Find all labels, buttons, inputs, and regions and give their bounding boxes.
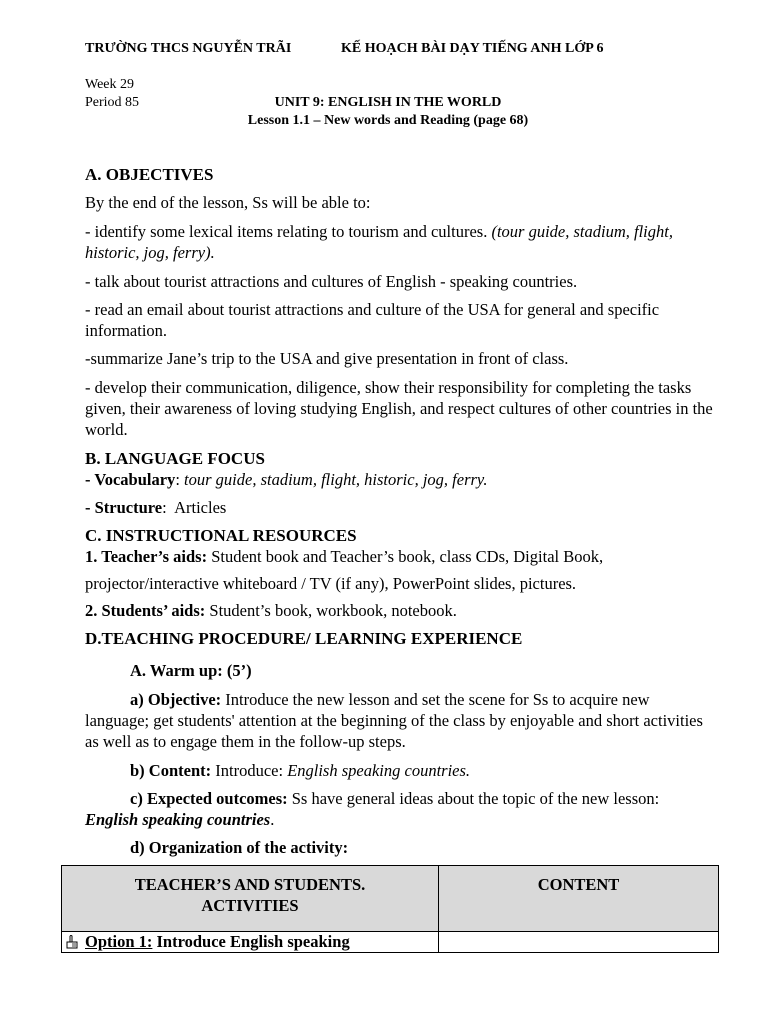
objective-item-1-text: - identify some lexical items relating to tourism and cultures. <box>85 222 492 241</box>
teacher-aids-line <box>85 546 715 567</box>
structure-label: - Structure <box>85 498 163 517</box>
students-aids-value: Student’s book, workbook, notebook. <box>209 601 457 620</box>
pointing-hand-icon <box>66 934 79 948</box>
period-label: Period 85 <box>85 95 140 110</box>
objective-item-4: -summarize Jane’s trip to the USA and give presentation in front of class. <box>85 349 569 368</box>
activities-table <box>61 865 719 953</box>
lesson-title: Lesson 1.1 – New words and Reading (page 68) <box>247 113 529 128</box>
warmup-heading: A. Warm up: (5’) <box>130 661 252 680</box>
school-name: TRƯỜNG THCS NGUYỄN TRÃI <box>85 41 292 56</box>
outcomes-label: c) Expected outcomes: <box>130 789 288 808</box>
col-header-content: CONTENT <box>439 866 719 932</box>
objective-item-3: - read an email about tourist attractions and culture of the USA for general and specific information. <box>85 300 660 340</box>
language-focus-heading: B. LANGUAGE FOCUS <box>85 449 265 468</box>
teacher-aids-line-2: projector/interactive whiteboard / TV (if any), PowerPoint slides, pictures. <box>85 574 577 593</box>
outcomes-paragraph <box>85 788 715 830</box>
objective-paragraph <box>85 689 715 752</box>
resources-heading: C. INSTRUCTIONAL RESOURCES <box>85 526 357 545</box>
table-header-row <box>62 866 719 932</box>
vocabulary-value: tour guide, stadium, flight, historic, jog, ferry. <box>184 470 488 489</box>
students-aids-label: 2. Students’ aids: <box>85 601 206 620</box>
outcomes-value: Ss have general ideas about the topic of the new lesson: <box>291 789 660 808</box>
objective-value: Introduce the new lesson and set the scene for Ss to acquire new language; get students' attention at the beginning of the class by enjoyable and short activities as well as to engage them in the follow-up steps. <box>85 690 703 751</box>
vocabulary-line: - Vocabulary: tour guide, stadium, flight, historic, jog, ferry. <box>85 470 488 489</box>
objective-item-1-vocab: (tour guide, stadium, flight, historic, jog, ferry). <box>85 222 673 262</box>
option-label: Option 1: <box>85 932 153 951</box>
structure-line: - Structure: Articles <box>85 498 227 517</box>
objective-item-1 <box>85 221 715 263</box>
objective-item-5: - develop their communication, diligence, show their responsibility for completing the tasks given, their awareness of loving studying English, and respect cultures of other countries in the world. <box>85 378 713 439</box>
objectives-heading: A. OBJECTIVES <box>85 165 214 184</box>
week-label: Week 29 <box>85 77 135 92</box>
plan-title: KẾ HOẠCH BÀI DẠY TIẾNG ANH LỚP 6 <box>341 41 604 56</box>
content-italic: English speaking countries. <box>287 761 471 780</box>
procedure-heading: D.TEACHING PROCEDURE/ LEARNING EXPERIENCE <box>85 629 523 648</box>
col-header-activities: TEACHER’S AND STUDENTS. ACTIVITIES <box>62 866 439 932</box>
option-cell <box>62 932 439 953</box>
content-paragraph <box>85 760 715 781</box>
objectives-intro: By the end of the lesson, Ss will be able to: <box>85 193 371 212</box>
outcomes-end: . <box>270 810 275 829</box>
teacher-aids-value: Student book and Teacher’s book, class CDs, Digital Book, <box>211 547 604 566</box>
students-aids-line <box>85 600 715 621</box>
objective-label: a) Objective: <box>130 690 222 709</box>
table-row <box>62 932 719 953</box>
vocabulary-label: - Vocabulary <box>85 470 176 489</box>
outcomes-italic: English speaking countries <box>85 810 271 829</box>
organization-heading: d) Organization of the activity: <box>130 838 349 857</box>
content-value: Introduce: <box>215 761 288 780</box>
content-cell <box>439 932 719 953</box>
unit-title: UNIT 9: ENGLISH IN THE WORLD <box>274 95 502 110</box>
teacher-aids-label: 1. Teacher’s aids: <box>85 547 208 566</box>
content-label: b) Content: <box>130 761 212 780</box>
structure-value: Articles <box>174 498 227 517</box>
option-text: Introduce English speaking <box>152 932 350 951</box>
objective-item-2: - talk about tourist attractions and cultures of English - speaking countries. <box>85 272 578 291</box>
